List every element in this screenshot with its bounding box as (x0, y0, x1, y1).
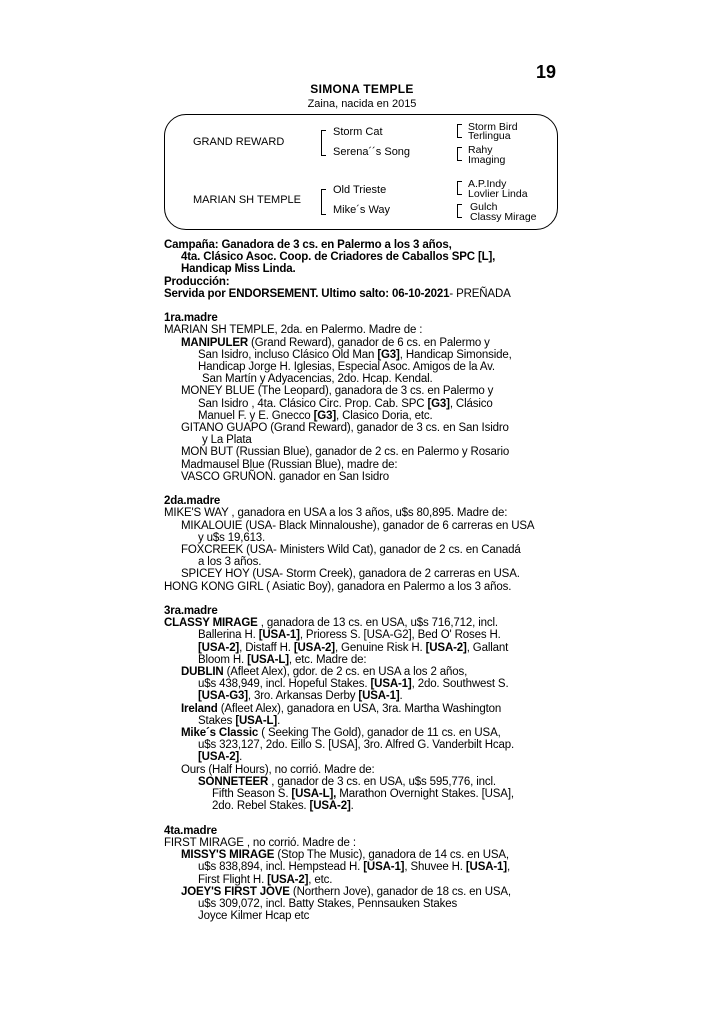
text-segment: (Grand Reward), ganador de 6 cs. en Palermo y (248, 336, 490, 349)
text-segment: Ballerina H. (198, 629, 259, 642)
text-segment: MARIAN SH TEMPLE, 2da. en Palermo. Madre de : (164, 324, 423, 337)
text-segment: [USA-L] (235, 714, 278, 727)
bracket-sire (321, 130, 326, 156)
text-line (164, 544, 564, 556)
text-segment: Ireland (181, 702, 218, 715)
text-line (164, 764, 564, 776)
text-line (164, 581, 564, 593)
text-segment: 2do. Rebel Stakes. (212, 800, 310, 813)
text-line (164, 495, 564, 507)
text-line (164, 605, 564, 617)
text-segment: (Afleet Alex), ganadora en USA, 3ra. Martha Washington (217, 702, 502, 715)
text-line (164, 629, 564, 641)
blank-line (164, 593, 564, 605)
text-line (164, 715, 564, 727)
text-line (164, 459, 564, 471)
text-line (164, 361, 564, 373)
text-segment: MON BUT (Russian Blue), ganador de 2 cs. en Palermo y Rosario (181, 446, 510, 459)
text-line (164, 507, 564, 519)
text-line (164, 385, 564, 397)
text-segment: , Handicap Simonside, (399, 348, 512, 361)
text-segment: , etc. Madre de: (288, 653, 367, 666)
text-segment: Ours (Half Hours), no corrió. Madre de: (181, 763, 375, 776)
text-segment: , Gallant (466, 641, 509, 654)
text-segment: [USA-2] (267, 873, 309, 886)
text-segment: , Distaff H. (239, 641, 294, 654)
text-segment: JOEY'S FIRST JOVE (181, 885, 290, 898)
pedigree-g8: Classy Mirage (470, 211, 537, 223)
text-line (164, 788, 564, 800)
text-line (164, 800, 564, 812)
text-line (164, 837, 564, 849)
text-segment: Fifth Season S. (212, 788, 292, 801)
pedigree-dam-dam: Mike´s Way (333, 204, 391, 216)
bracket-dam (321, 189, 326, 215)
pedigree-g7: Gulch (470, 201, 498, 213)
pedigree-notes (164, 239, 564, 922)
text-segment: , (506, 861, 511, 874)
text-segment: [USA-2] (198, 751, 240, 764)
text-line (164, 410, 564, 422)
text-line (164, 776, 564, 788)
text-segment: Marathon Overnight Stakes. [USA], (336, 788, 514, 801)
blank-line (164, 300, 564, 312)
blank-line (164, 813, 564, 825)
text-segment: San Martín y Adyacencias, 2do. Hcap. Kendal. (202, 373, 433, 386)
horse-subtitle: Zaina, nacida en 2015 (307, 98, 417, 110)
text-segment: [USA-1] (258, 629, 300, 642)
text-segment: [USA-1] (370, 678, 412, 691)
text-segment: , Clásico (449, 397, 493, 410)
text-line (164, 263, 564, 275)
text-segment: 1ra.madre (164, 312, 218, 325)
horse-name: SIMONA TEMPLE (310, 82, 414, 96)
text-segment: VASCO GRUÑON. ganador en San Isidro (181, 470, 390, 483)
text-line (164, 251, 564, 263)
text-segment: [USA-2] (198, 641, 240, 654)
pedigree-sire-sire: Storm Cat (333, 126, 383, 138)
text-line (164, 642, 564, 654)
text-line (164, 471, 564, 483)
text-line (164, 751, 564, 763)
text-segment: . (350, 800, 354, 813)
text-segment: , Genuine Risk H. (334, 641, 426, 654)
text-segment: MONEY BLUE (The Leopard), ganadora de 3 cs. en Palermo y (181, 385, 494, 398)
text-segment: SPICEY HOY (USA- Storm Creek), ganadora de 2 carreras en USA. (181, 568, 520, 581)
text-segment: MIKE'S WAY , ganadora en USA a los 3 años, u$s 80,895. Madre de: (164, 507, 508, 520)
text-segment: [G3] (427, 397, 450, 410)
bracket-g3 (457, 181, 462, 195)
text-segment: Manuel F. y E. Gnecco (198, 409, 314, 422)
text-segment: . (239, 751, 243, 764)
text-segment: Madmausel Blue (Russian Blue), madre de: (181, 458, 398, 471)
text-segment: FIRST MIRAGE , no corrió. Madre de : (164, 836, 356, 849)
text-segment: u$s 838,894, incl. Hempstead H. (198, 861, 364, 874)
text-line (164, 349, 564, 361)
text-line (164, 703, 564, 715)
text-line (164, 337, 564, 349)
text-segment: y La Plata (202, 434, 252, 447)
pedigree-dam: MARIAN SH TEMPLE (193, 194, 301, 206)
text-line (164, 398, 564, 410)
text-segment: 2da.madre (164, 495, 221, 508)
text-segment: DUBLIN (181, 666, 224, 679)
text-segment: MISSY'S MIRAGE (181, 849, 275, 862)
text-line (164, 874, 564, 886)
text-segment: [G3] (313, 409, 336, 422)
text-line (164, 654, 564, 666)
text-segment: a los 3 años. (198, 556, 262, 569)
text-segment: , ganadora de 13 cs. en USA, u$s 716,712, incl. (257, 617, 498, 630)
bracket-g4 (457, 204, 462, 218)
text-line (164, 520, 564, 532)
text-line (164, 825, 564, 837)
text-segment: [USA-1] (465, 861, 507, 874)
text-segment: - PREÑADA (449, 287, 511, 300)
text-segment: Campaña: Ganadora de 3 cs. en Palermo a los 3 años, (164, 239, 452, 251)
pedigree-g2: Terlingua (468, 130, 511, 142)
text-segment: SONNETEER (198, 775, 269, 788)
text-segment: MANIPULER (181, 336, 249, 349)
text-segment: (Northern Jove), ganador de 18 cs. en USA, (289, 885, 511, 898)
text-segment: MIKALOUIE (USA- Black Minnaloushe), ganador de 6 carreras en USA (181, 519, 535, 532)
text-segment: Producción: (164, 275, 230, 288)
text-segment: San Isidro, incluso Clásico Old Man (198, 348, 378, 361)
page-number: 19 (536, 62, 557, 82)
text-segment: 4ta. Clásico Asoc. Coop. de Criadores de Caballos SPC [L], (181, 251, 496, 264)
text-segment: [USA-L], (291, 788, 337, 801)
text-segment: (Afleet Alex), gdor. de 2 cs. en USA a los 2 años, (223, 666, 468, 679)
text-segment: . (399, 690, 403, 703)
text-line (164, 861, 564, 873)
text-line (164, 276, 564, 288)
text-segment: Mike´s Classic (181, 727, 259, 740)
text-segment: [USA-2] (309, 800, 351, 813)
text-segment: FOXCREEK (USA- Ministers Wild Cat), ganador de 2 cs. en Canadá (181, 544, 521, 557)
text-segment: San Isidro , 4ta. Clásico Circ. Prop. Cab. SPC (198, 397, 428, 410)
text-line (164, 617, 564, 629)
pedigree-g5: A.P.Indy (468, 178, 507, 190)
text-segment: y u$s 19,613. (198, 531, 266, 544)
text-segment: , 3ro. Arkansas Derby (247, 690, 359, 703)
text-segment: GITANO GUAPO (Grand Reward), ganador de 3 cs. en San Isidro (181, 422, 509, 435)
text-line (164, 446, 564, 458)
text-segment: u$s 438,949, incl. Hopeful Stakes. (198, 678, 371, 691)
text-segment: [G3] (377, 348, 400, 361)
text-line (164, 678, 564, 690)
text-line (164, 532, 564, 544)
text-line (164, 239, 564, 251)
text-segment: , Prioress S. [USA-G2], Bed O' Roses H. (299, 629, 501, 642)
text-line (164, 886, 564, 898)
text-segment: Handicap Miss Linda. (181, 263, 296, 276)
text-segment: ( Seeking The Gold), ganador de 11 cs. en USA, (258, 727, 501, 740)
text-segment: [USA-L] (247, 653, 289, 666)
text-line (164, 422, 564, 434)
text-segment: Stakes (198, 714, 236, 727)
text-segment: [USA-G3] (198, 690, 248, 703)
pedigree-g3: Rahy (468, 144, 493, 156)
text-segment: , Shuvee H. (404, 861, 466, 874)
text-segment: CLASSY MIRAGE (164, 617, 258, 630)
text-line (164, 288, 564, 300)
text-segment: [USA-2] (293, 641, 335, 654)
text-segment: , ganador de 3 cs. en USA, u$s 595,776, incl. (268, 775, 496, 788)
text-line (164, 739, 564, 751)
text-segment: Joyce Kilmer Hcap etc (198, 910, 310, 923)
text-segment: Handicap Jorge H. Iglesias, Especial Asoc. Amigos de la Av. (198, 361, 495, 374)
bracket-g2 (457, 147, 462, 161)
text-segment: (Stop The Music), ganadora de 14 cs. en USA, (274, 849, 509, 862)
text-segment: Servida por ENDORSEMENT. Ultimo salto: 06-10-2021 (164, 287, 450, 300)
pedigree-box (164, 114, 558, 230)
text-segment: u$s 309,072, incl. Batty Stakes, Pennsauken Stakes (198, 897, 458, 910)
pedigree-g4: Imaging (468, 154, 506, 166)
text-segment: , Clasico Doria, etc. (336, 409, 433, 422)
text-line (164, 727, 564, 739)
text-line (164, 434, 564, 446)
text-line (164, 373, 564, 385)
text-segment: , etc. (308, 873, 333, 886)
pedigree-g1: Storm Bird (468, 121, 518, 133)
text-segment: [USA-1] (358, 690, 400, 703)
text-line (164, 898, 564, 910)
text-segment: First Flight H. (198, 873, 268, 886)
text-line (164, 849, 564, 861)
pedigree-sire-dam: Serena´´s Song (333, 146, 411, 158)
text-segment: 4ta.madre (164, 824, 217, 837)
pedigree-g6: Lovlier Linda (468, 188, 528, 200)
text-line (164, 312, 564, 324)
text-line (164, 556, 564, 568)
blank-line (164, 483, 564, 495)
pedigree-dam-sire: Old Trieste (333, 184, 387, 196)
text-segment: , 2do. Southwest S. (411, 678, 509, 691)
bracket-g1 (457, 124, 462, 138)
text-line (164, 568, 564, 580)
text-line (164, 910, 564, 922)
text-segment: Bloom H. (198, 653, 248, 666)
pedigree-sire: GRAND REWARD (193, 136, 285, 148)
text-line (164, 666, 564, 678)
text-segment: [USA-1] (363, 861, 405, 874)
text-line (164, 690, 564, 702)
text-segment: [USA-2] (425, 641, 467, 654)
text-segment: . (277, 714, 281, 727)
text-line (164, 324, 564, 336)
text-segment: HONG KONG GIRL ( Asiatic Boy), ganadora en Palermo a los 3 años. (164, 580, 512, 593)
text-segment: u$s 323,127, 2do. Eillo S. [USA], 3ro. Alfred G. Vanderbilt Hcap. (198, 739, 515, 752)
text-segment: 3ra.madre (164, 605, 218, 618)
